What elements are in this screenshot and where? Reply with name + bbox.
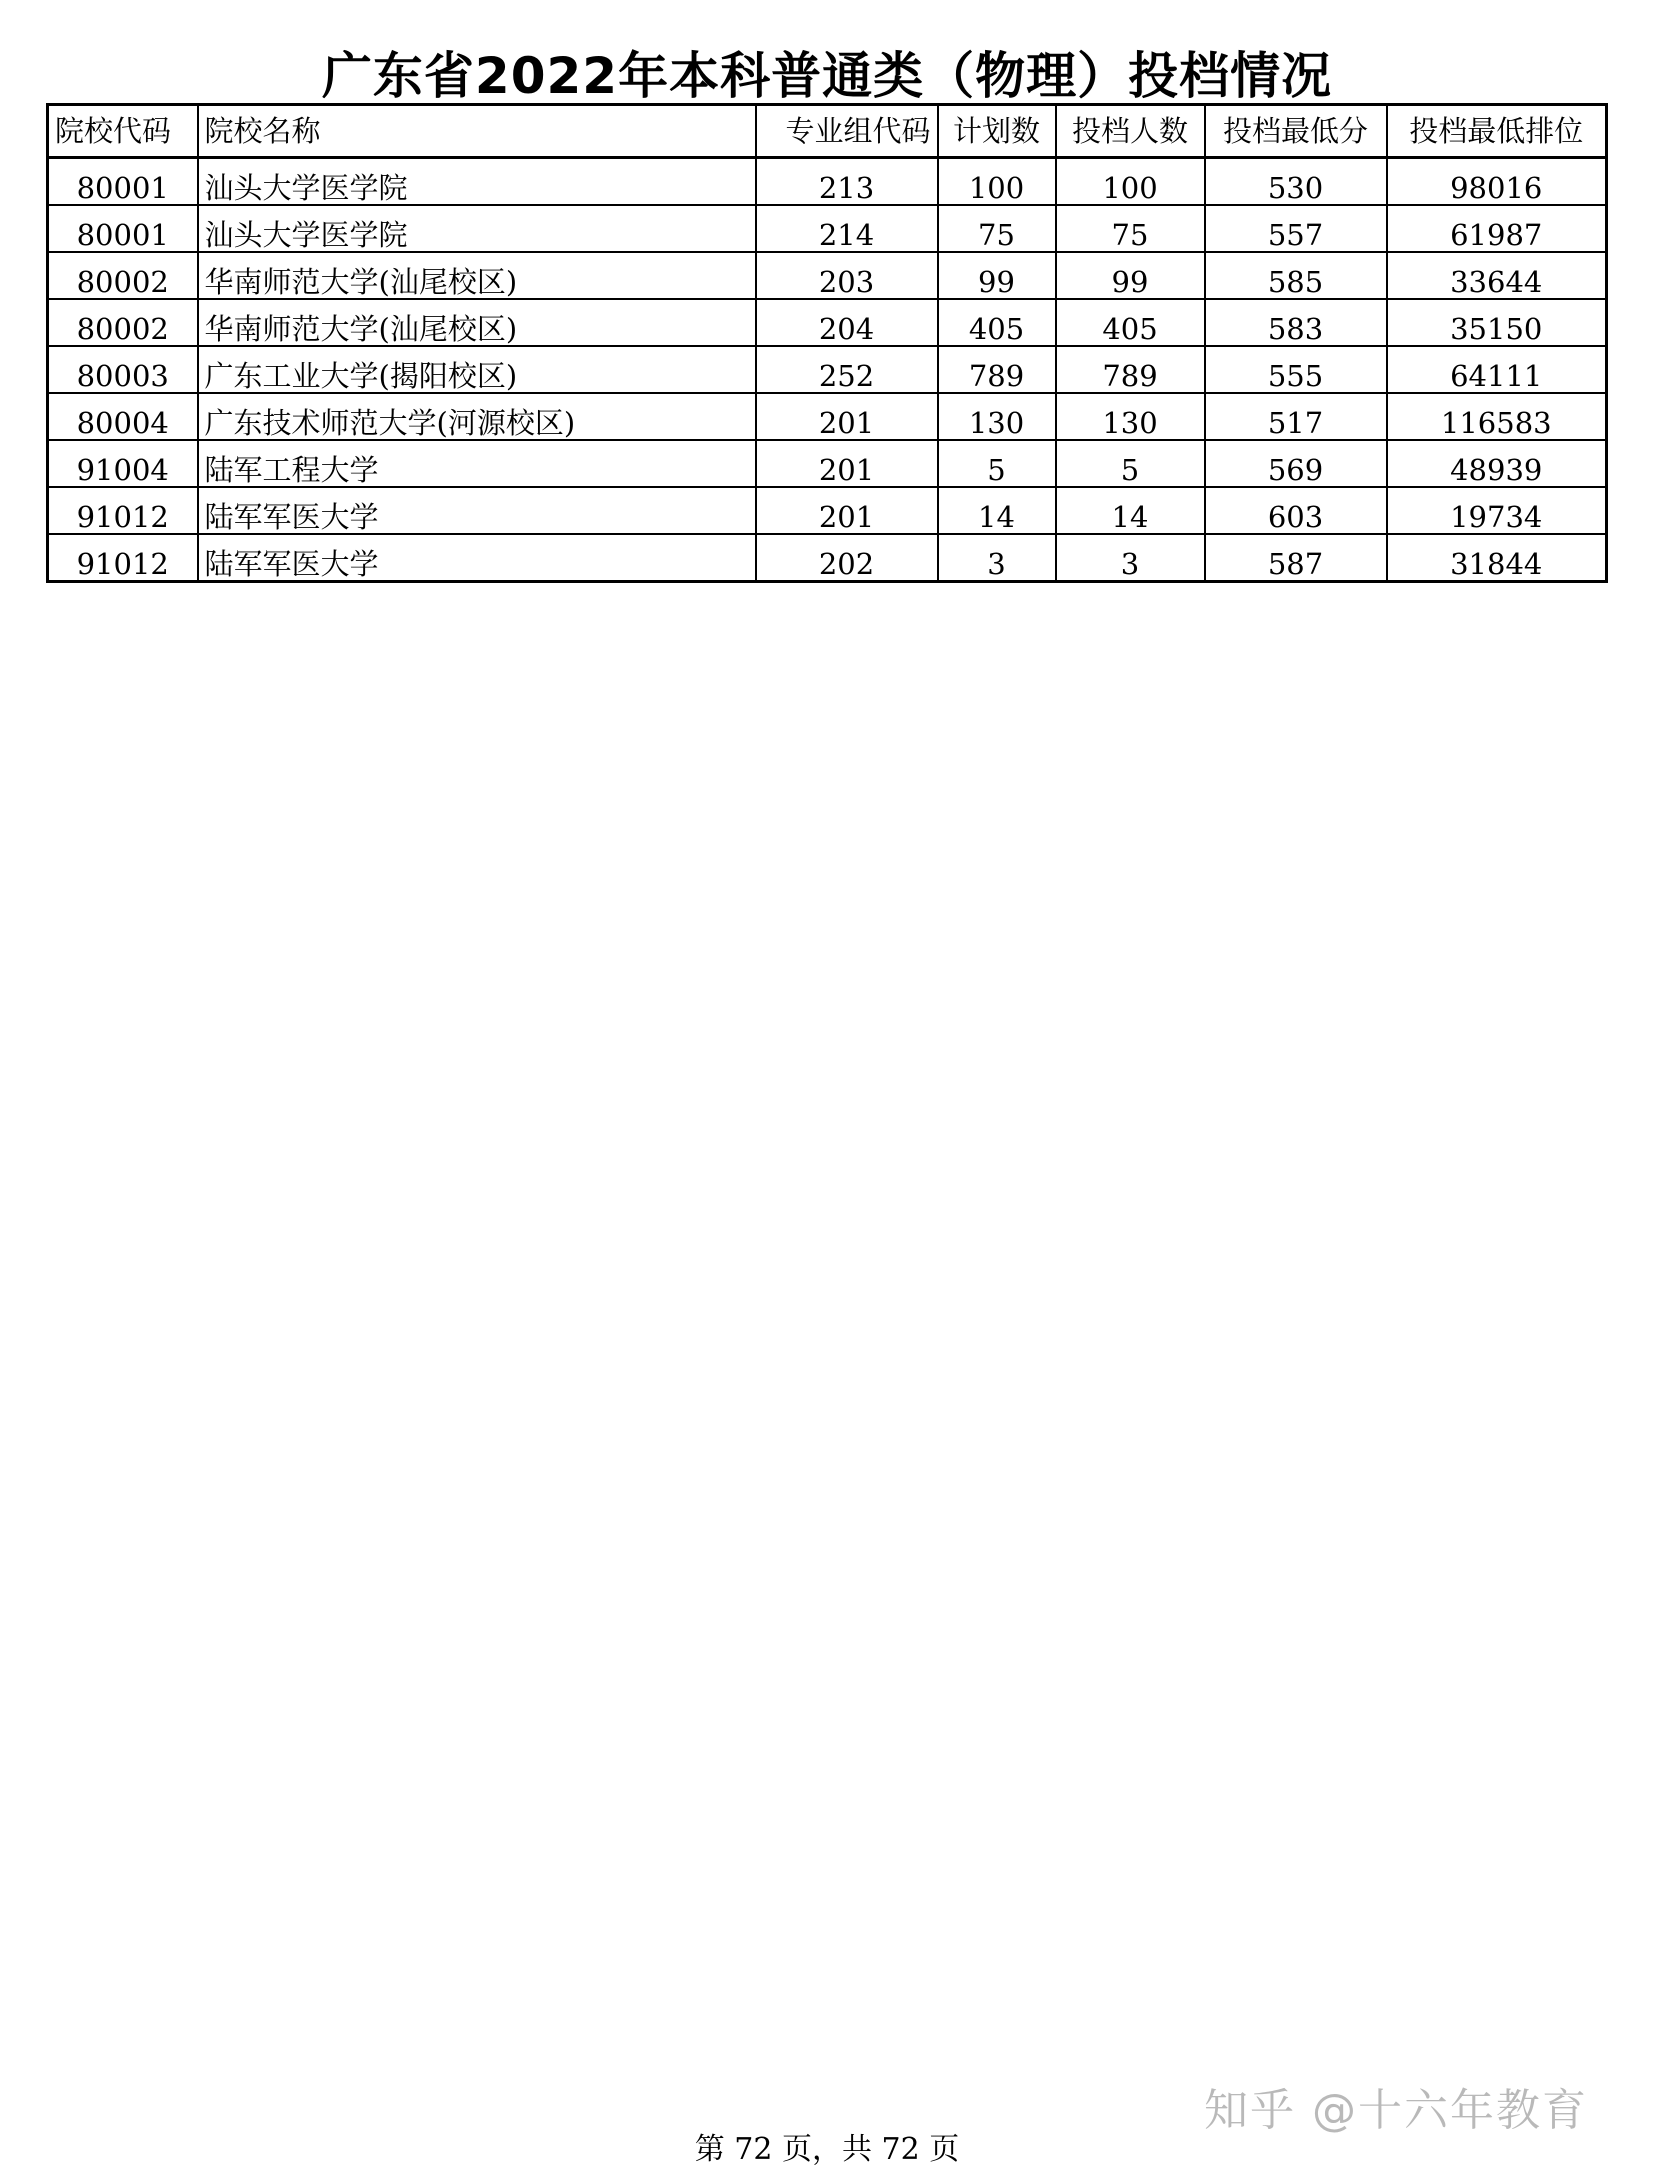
cell-admitted-count: 75 bbox=[1056, 205, 1205, 252]
cell-group-code: 213 bbox=[756, 158, 938, 206]
cell-admitted-count: 100 bbox=[1056, 158, 1205, 206]
table-header bbox=[48, 105, 1607, 158]
cell-group-code: 201 bbox=[756, 393, 938, 440]
cell-min-score: 557 bbox=[1205, 205, 1387, 252]
header-plan-count: 计划数 bbox=[938, 105, 1056, 158]
cell-plan-count: 100 bbox=[938, 158, 1056, 206]
cell-school-name: 广东工业大学(揭阳校区) bbox=[198, 346, 756, 393]
cell-group-code: 203 bbox=[756, 252, 938, 299]
table-row bbox=[48, 158, 1607, 206]
cell-plan-count: 3 bbox=[938, 534, 1056, 582]
cell-school-code: 80001 bbox=[48, 205, 198, 252]
cell-plan-count: 5 bbox=[938, 440, 1056, 487]
table-row bbox=[48, 205, 1607, 252]
header-min-score: 投档最低分 bbox=[1205, 105, 1387, 158]
cell-group-code: 214 bbox=[756, 205, 938, 252]
cell-school-code: 91012 bbox=[48, 487, 198, 534]
watermark: 知乎 @十六年教育 bbox=[1204, 2085, 1588, 2136]
cell-min-rank: 61987 bbox=[1387, 205, 1607, 252]
table-row bbox=[48, 487, 1607, 534]
cell-min-rank: 64111 bbox=[1387, 346, 1607, 393]
cell-admitted-count: 789 bbox=[1056, 346, 1205, 393]
cell-min-score: 555 bbox=[1205, 346, 1387, 393]
cell-plan-count: 75 bbox=[938, 205, 1056, 252]
cell-school-code: 80001 bbox=[48, 158, 198, 206]
table-row bbox=[48, 346, 1607, 393]
table-row bbox=[48, 393, 1607, 440]
cell-school-name: 陆军军医大学 bbox=[198, 487, 756, 534]
page-footer: 第 72 页，共 72 页 bbox=[694, 2132, 960, 2167]
cell-group-code: 204 bbox=[756, 299, 938, 346]
table-row bbox=[48, 252, 1607, 299]
cell-admitted-count: 405 bbox=[1056, 299, 1205, 346]
cell-school-code: 91004 bbox=[48, 440, 198, 487]
cell-group-code: 201 bbox=[756, 440, 938, 487]
cell-school-name: 华南师范大学(汕尾校区) bbox=[198, 299, 756, 346]
cell-school-code: 80002 bbox=[48, 252, 198, 299]
cell-plan-count: 130 bbox=[938, 393, 1056, 440]
cell-min-rank: 33644 bbox=[1387, 252, 1607, 299]
cell-min-score: 587 bbox=[1205, 534, 1387, 582]
cell-min-score: 530 bbox=[1205, 158, 1387, 206]
cell-school-name: 华南师范大学(汕尾校区) bbox=[198, 252, 756, 299]
cell-school-name: 汕头大学医学院 bbox=[198, 205, 756, 252]
table-body bbox=[48, 158, 1607, 582]
header-school-name: 院校名称 bbox=[198, 105, 756, 158]
header-admitted-count: 投档人数 bbox=[1056, 105, 1205, 158]
cell-school-name: 汕头大学医学院 bbox=[198, 158, 756, 206]
cell-school-name: 陆军军医大学 bbox=[198, 534, 756, 582]
cell-school-code: 80002 bbox=[48, 299, 198, 346]
cell-group-code: 202 bbox=[756, 534, 938, 582]
cell-min-score: 603 bbox=[1205, 487, 1387, 534]
admission-table bbox=[46, 103, 1608, 583]
cell-admitted-count: 99 bbox=[1056, 252, 1205, 299]
header-row bbox=[48, 105, 1607, 158]
cell-min-score: 583 bbox=[1205, 299, 1387, 346]
cell-min-score: 585 bbox=[1205, 252, 1387, 299]
cell-admitted-count: 14 bbox=[1056, 487, 1205, 534]
cell-group-code: 252 bbox=[756, 346, 938, 393]
cell-plan-count: 14 bbox=[938, 487, 1056, 534]
cell-plan-count: 405 bbox=[938, 299, 1056, 346]
cell-school-code: 80003 bbox=[48, 346, 198, 393]
header-min-rank: 投档最低排位 bbox=[1387, 105, 1607, 158]
cell-school-code: 80004 bbox=[48, 393, 198, 440]
cell-school-name: 陆军工程大学 bbox=[198, 440, 756, 487]
cell-min-rank: 116583 bbox=[1387, 393, 1607, 440]
cell-school-name: 广东技术师范大学(河源校区) bbox=[198, 393, 756, 440]
table-row bbox=[48, 440, 1607, 487]
cell-plan-count: 789 bbox=[938, 346, 1056, 393]
cell-min-score: 569 bbox=[1205, 440, 1387, 487]
header-school-code: 院校代码 bbox=[48, 105, 198, 158]
cell-admitted-count: 130 bbox=[1056, 393, 1205, 440]
cell-min-rank: 98016 bbox=[1387, 158, 1607, 206]
page-title: 广东省2022年本科普通类（物理）投档情况 bbox=[321, 47, 1333, 105]
cell-min-rank: 19734 bbox=[1387, 487, 1607, 534]
cell-group-code: 201 bbox=[756, 487, 938, 534]
table-row bbox=[48, 299, 1607, 346]
cell-admitted-count: 3 bbox=[1056, 534, 1205, 582]
cell-min-rank: 31844 bbox=[1387, 534, 1607, 582]
cell-school-code: 91012 bbox=[48, 534, 198, 582]
table-row bbox=[48, 534, 1607, 582]
cell-admitted-count: 5 bbox=[1056, 440, 1205, 487]
cell-min-score: 517 bbox=[1205, 393, 1387, 440]
header-group-code: 专业组代码 bbox=[756, 105, 938, 158]
cell-min-rank: 35150 bbox=[1387, 299, 1607, 346]
cell-plan-count: 99 bbox=[938, 252, 1056, 299]
cell-min-rank: 48939 bbox=[1387, 440, 1607, 487]
